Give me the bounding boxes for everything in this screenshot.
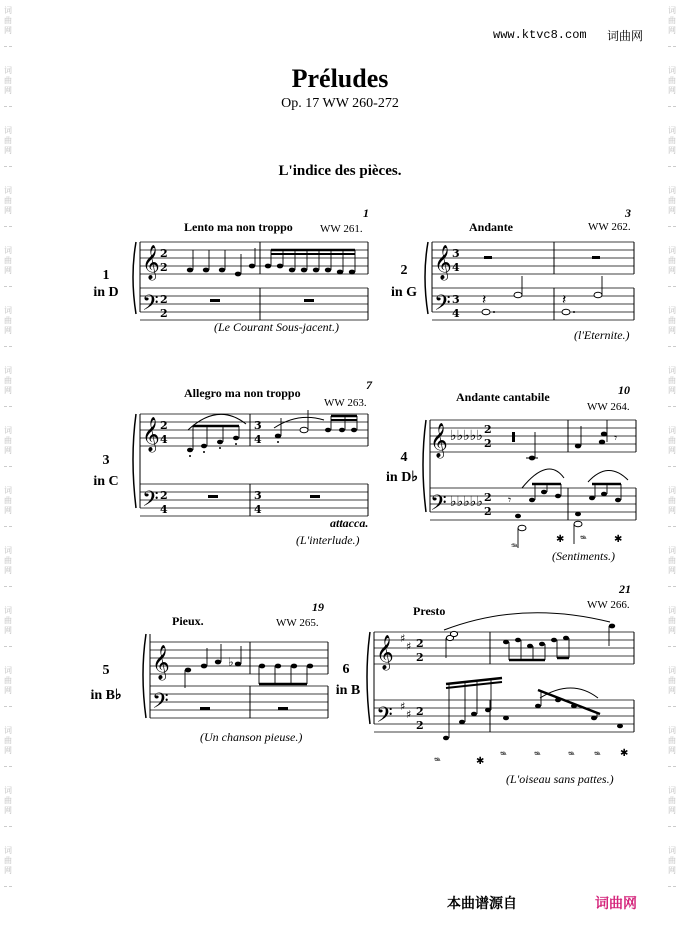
watermark-char: 词 xyxy=(668,66,676,75)
watermark-char: 网 xyxy=(668,806,676,815)
svg-text:𝄞: 𝄞 xyxy=(142,245,160,280)
watermark-char: 网 xyxy=(4,206,12,215)
svg-text:𝄞: 𝄞 xyxy=(430,423,448,458)
watermark-char: 网 xyxy=(668,686,676,695)
watermark-char: 词 xyxy=(4,426,12,435)
watermark-divider xyxy=(4,886,12,887)
watermark-group xyxy=(666,666,678,696)
right-watermark-strip xyxy=(666,0,678,941)
ww-number: WW 262. xyxy=(588,221,631,233)
piece-label-number: 1 xyxy=(102,268,110,283)
watermark-divider xyxy=(668,586,676,587)
watermark-char: 网 xyxy=(668,86,676,95)
piece-key: in G xyxy=(390,285,418,300)
watermark-char: 网 xyxy=(4,746,12,755)
score-excerpt xyxy=(138,630,334,726)
watermark-divider xyxy=(4,646,12,647)
watermark-char: 曲 xyxy=(4,256,12,265)
watermark-group xyxy=(2,846,14,876)
watermark-char: 词 xyxy=(4,486,12,495)
tempo-marking: Andante cantabile xyxy=(456,390,550,404)
watermark-char: 网 xyxy=(668,26,676,35)
svg-text:✱: ✱ xyxy=(476,756,485,767)
watermark-divider xyxy=(668,226,676,227)
svg-text:2: 2 xyxy=(416,705,424,718)
watermark-divider xyxy=(668,346,676,347)
svg-text:𝆮: 𝆮 xyxy=(580,534,587,545)
watermark-char: 曲 xyxy=(4,316,12,325)
watermark-divider xyxy=(668,826,676,827)
watermark-char: 曲 xyxy=(668,76,676,85)
watermark-char: 网 xyxy=(668,626,676,635)
piece-caption: (Un chanson pieuse.) xyxy=(200,730,303,744)
piece-number: 19 xyxy=(312,600,324,614)
watermark-char: 网 xyxy=(4,506,12,515)
piece-label-number: 3 xyxy=(102,453,110,468)
watermark-char: 词 xyxy=(668,786,676,795)
watermark-group xyxy=(666,846,678,876)
watermark-char: 词 xyxy=(668,726,676,735)
watermark-divider xyxy=(4,286,12,287)
tempo-marking: Andante xyxy=(469,220,514,234)
watermark-divider xyxy=(4,586,12,587)
tempo-marking: Pieux. xyxy=(172,614,204,628)
watermark-divider xyxy=(4,706,12,707)
watermark-group xyxy=(666,786,678,816)
svg-text:3: 3 xyxy=(452,247,460,260)
watermark-char: 词 xyxy=(668,366,676,375)
watermark-char: 网 xyxy=(668,266,676,275)
watermark-char: 曲 xyxy=(4,76,12,85)
piece-number: 7 xyxy=(366,378,372,392)
watermark-char: 曲 xyxy=(668,496,676,505)
watermark-char: 词 xyxy=(668,426,676,435)
watermark-char: 词 xyxy=(668,6,676,15)
watermark-group xyxy=(666,6,678,36)
ww-number: WW 265. xyxy=(276,617,319,629)
watermark-char: 网 xyxy=(4,86,12,95)
watermark-divider xyxy=(668,706,676,707)
piece-number: 10 xyxy=(618,383,630,397)
svg-text:𝄢: 𝄢 xyxy=(142,291,159,321)
svg-text:✱: ✱ xyxy=(620,748,629,759)
watermark-group xyxy=(2,486,14,516)
svg-text:2: 2 xyxy=(484,505,492,518)
watermark-char: 曲 xyxy=(668,436,676,445)
watermark-char: 网 xyxy=(668,146,676,155)
watermark-char: 曲 xyxy=(668,796,676,805)
watermark-char: 词 xyxy=(4,666,12,675)
watermark-char: 网 xyxy=(4,566,12,575)
watermark-char: 曲 xyxy=(4,616,12,625)
piece-number: 3 xyxy=(625,206,631,220)
watermark-char: 曲 xyxy=(668,316,676,325)
svg-text:𝄢: 𝄢 xyxy=(430,491,447,521)
ww-number: WW 263. xyxy=(324,397,367,409)
svg-text:✱: ✱ xyxy=(614,534,623,545)
svg-text:𝄢: 𝄢 xyxy=(142,487,159,517)
ww-number: WW 266. xyxy=(587,599,630,611)
watermark-group xyxy=(666,246,678,276)
watermark-char: 曲 xyxy=(4,436,12,445)
watermark-char: 网 xyxy=(668,866,676,875)
piece-caption: (Sentiments.) xyxy=(552,549,615,563)
watermark-group xyxy=(666,546,678,576)
score-excerpt xyxy=(128,236,378,320)
piece-key: in D xyxy=(93,285,119,300)
index-heading: L'indice des pièces. xyxy=(278,163,402,179)
svg-text:4: 4 xyxy=(160,433,168,446)
watermark-divider xyxy=(4,406,12,407)
watermark-char: 曲 xyxy=(668,556,676,565)
watermark-group xyxy=(2,786,14,816)
svg-text:𝄞: 𝄞 xyxy=(376,635,394,670)
watermark-char: 词 xyxy=(4,66,12,75)
svg-text:𝆮: 𝆮 xyxy=(594,750,601,761)
watermark-char: 网 xyxy=(4,386,12,395)
ww-number: WW 264. xyxy=(587,401,630,413)
watermark-char: 词 xyxy=(668,126,676,135)
piece-caption: (L'interlude.) xyxy=(296,533,360,547)
svg-text:♯: ♯ xyxy=(400,700,406,713)
watermark-divider xyxy=(668,466,676,467)
svg-text:𝄽: 𝄽 xyxy=(562,292,567,308)
score-excerpt xyxy=(128,406,378,516)
watermark-char: 曲 xyxy=(668,736,676,745)
watermark-char: 网 xyxy=(4,266,12,275)
svg-text:2: 2 xyxy=(160,307,168,320)
svg-text:♭: ♭ xyxy=(228,655,234,669)
svg-text:4: 4 xyxy=(254,433,262,446)
svg-text:3: 3 xyxy=(254,419,262,432)
svg-text:3: 3 xyxy=(452,293,460,306)
watermark-char: 曲 xyxy=(668,16,676,25)
svg-text:2: 2 xyxy=(160,247,168,260)
piece-caption: (Le Courant Sous-jacent.) xyxy=(214,320,339,334)
watermark-group xyxy=(2,186,14,216)
svg-text:♭♭♭♭♭: ♭♭♭♭♭ xyxy=(450,428,484,444)
svg-text:2: 2 xyxy=(484,437,492,450)
svg-text:2: 2 xyxy=(160,293,168,306)
watermark-char: 曲 xyxy=(4,556,12,565)
watermark-divider xyxy=(668,406,676,407)
watermark-char: 词 xyxy=(668,606,676,615)
watermark-divider xyxy=(668,46,676,47)
watermark-char: 词 xyxy=(668,846,676,855)
watermark-divider xyxy=(4,766,12,767)
watermark-char: 曲 xyxy=(668,196,676,205)
piece-key: in D♭ xyxy=(386,470,418,485)
svg-text:♭♭♭♭♭: ♭♭♭♭♭ xyxy=(450,494,484,510)
svg-text:𝄢: 𝄢 xyxy=(434,291,451,321)
svg-text:♯: ♯ xyxy=(400,632,406,645)
watermark-group xyxy=(2,366,14,396)
tempo-marking: Presto xyxy=(413,604,446,618)
watermark-group xyxy=(2,606,14,636)
watermark-char: 网 xyxy=(668,206,676,215)
watermark-char: 曲 xyxy=(4,856,12,865)
score-excerpt xyxy=(362,618,640,768)
watermark-char: 网 xyxy=(4,146,12,155)
watermark-char: 曲 xyxy=(668,256,676,265)
svg-text:𝆮: 𝆮 xyxy=(434,756,441,767)
watermark-group xyxy=(2,126,14,156)
header-site-name[interactable]: 词曲网 xyxy=(607,29,644,43)
watermark-char: 词 xyxy=(4,846,12,855)
watermark-group xyxy=(666,126,678,156)
tempo-marking: Allegro ma non troppo xyxy=(184,386,301,400)
svg-text:4: 4 xyxy=(452,307,460,320)
svg-text:3: 3 xyxy=(254,489,262,502)
watermark-char: 曲 xyxy=(4,136,12,145)
watermark-group xyxy=(2,726,14,756)
watermark-char: 词 xyxy=(668,246,676,255)
svg-text:2: 2 xyxy=(160,261,168,274)
watermark-group xyxy=(2,666,14,696)
watermark-char: 网 xyxy=(668,326,676,335)
watermark-char: 词 xyxy=(668,546,676,555)
watermark-divider xyxy=(4,826,12,827)
watermark-char: 词 xyxy=(4,786,12,795)
svg-text:𝆮: 𝆮 xyxy=(510,542,517,553)
svg-text:✱: ✱ xyxy=(556,534,565,545)
watermark-group xyxy=(666,486,678,516)
watermark-divider xyxy=(4,346,12,347)
watermark-char: 网 xyxy=(668,746,676,755)
watermark-char: 词 xyxy=(4,186,12,195)
svg-text:𝄞: 𝄞 xyxy=(434,245,452,280)
watermark-char: 词 xyxy=(668,486,676,495)
piece-caption: (l'Eternite.) xyxy=(574,328,630,342)
piece-caption: (L'oiseau sans pattes.) xyxy=(506,772,614,786)
piece-label-number: 5 xyxy=(102,663,110,678)
svg-text:𝆮: 𝆮 xyxy=(500,750,507,761)
svg-text:4: 4 xyxy=(160,503,168,516)
watermark-group xyxy=(666,366,678,396)
svg-text:2: 2 xyxy=(416,719,424,732)
watermark-group xyxy=(666,606,678,636)
svg-text:4: 4 xyxy=(452,261,460,274)
watermark-char: 词 xyxy=(4,126,12,135)
watermark-char: 词 xyxy=(4,366,12,375)
watermark-group xyxy=(666,726,678,756)
watermark-char: 词 xyxy=(4,726,12,735)
svg-text:𝄽: 𝄽 xyxy=(482,292,487,308)
svg-text:𝄢: 𝄢 xyxy=(376,703,393,733)
watermark-group xyxy=(2,546,14,576)
watermark-group xyxy=(2,246,14,276)
watermark-char: 词 xyxy=(668,306,676,315)
watermark-char: 网 xyxy=(668,386,676,395)
svg-text:2: 2 xyxy=(484,491,492,504)
svg-text:2: 2 xyxy=(160,419,168,432)
watermark-char: 词 xyxy=(668,666,676,675)
watermark-divider xyxy=(668,286,676,287)
svg-text:2: 2 xyxy=(416,637,424,650)
watermark-group xyxy=(666,306,678,336)
watermark-group xyxy=(2,426,14,456)
svg-text:𝄾: 𝄾 xyxy=(614,431,618,445)
watermark-group xyxy=(666,426,678,456)
watermark-group xyxy=(666,186,678,216)
watermark-char: 曲 xyxy=(668,676,676,685)
watermark-char: 网 xyxy=(4,26,12,35)
watermark-char: 曲 xyxy=(4,496,12,505)
watermark-char: 词 xyxy=(4,6,12,15)
ww-number: WW 261. xyxy=(320,223,363,235)
watermark-char: 曲 xyxy=(4,196,12,205)
watermark-char: 曲 xyxy=(4,676,12,685)
header-url[interactable]: www.ktvc8.com xyxy=(493,28,587,42)
watermark-group xyxy=(2,306,14,336)
watermark-divider xyxy=(668,766,676,767)
watermark-char: 网 xyxy=(4,326,12,335)
piece-label-number: 6 xyxy=(342,662,350,677)
piece-key: in B xyxy=(335,683,361,698)
piece-label-number: 4 xyxy=(400,450,408,465)
piece-number: 1 xyxy=(363,206,369,220)
watermark-char: 曲 xyxy=(668,616,676,625)
watermark-char: 词 xyxy=(668,186,676,195)
svg-text:𝄾: 𝄾 xyxy=(508,493,512,507)
watermark-char: 网 xyxy=(4,626,12,635)
watermark-char: 词 xyxy=(4,246,12,255)
watermark-char: 词 xyxy=(4,546,12,555)
watermark-divider xyxy=(668,886,676,887)
page-title: Préludes xyxy=(291,64,389,93)
piece-label-number: 2 xyxy=(400,263,408,278)
svg-text:♯: ♯ xyxy=(406,708,412,721)
page-subtitle: Op. 17 WW 260-272 xyxy=(281,96,399,111)
score-excerpt xyxy=(420,236,640,320)
watermark-char: 网 xyxy=(668,446,676,455)
watermark-divider xyxy=(668,646,676,647)
svg-text:𝆮: 𝆮 xyxy=(534,750,541,761)
piece-number: 21 xyxy=(619,582,631,596)
watermark-char: 词 xyxy=(4,606,12,615)
watermark-divider xyxy=(4,226,12,227)
svg-text:𝆮: 𝆮 xyxy=(568,750,575,761)
watermark-char: 曲 xyxy=(668,376,676,385)
watermark-group xyxy=(2,6,14,36)
svg-text:𝄞: 𝄞 xyxy=(142,417,160,452)
attacca-marking: attacca. xyxy=(330,516,369,530)
watermark-divider xyxy=(4,526,12,527)
watermark-char: 网 xyxy=(4,446,12,455)
watermark-char: 网 xyxy=(668,506,676,515)
svg-text:2: 2 xyxy=(484,423,492,436)
watermark-divider xyxy=(4,466,12,467)
watermark-char: 词 xyxy=(4,306,12,315)
watermark-char: 网 xyxy=(4,866,12,875)
watermark-char: 曲 xyxy=(668,856,676,865)
score-excerpt xyxy=(418,412,640,552)
watermark-char: 曲 xyxy=(4,796,12,805)
svg-text:♯: ♯ xyxy=(406,640,412,653)
watermark-char: 曲 xyxy=(668,136,676,145)
watermark-char: 网 xyxy=(4,686,12,695)
svg-text:2: 2 xyxy=(160,489,168,502)
svg-text:2: 2 xyxy=(416,651,424,664)
footer-source-text: 本曲谱源自 xyxy=(447,896,517,912)
svg-text:𝄞: 𝄞 xyxy=(152,645,170,680)
watermark-divider xyxy=(4,46,12,47)
watermark-char: 曲 xyxy=(4,376,12,385)
svg-text:𝄢: 𝄢 xyxy=(152,689,169,719)
left-watermark-strip xyxy=(2,0,14,941)
watermark-divider xyxy=(668,526,676,527)
tempo-marking: Lento ma non troppo xyxy=(184,220,293,234)
piece-key: in B♭ xyxy=(90,688,122,703)
watermark-char: 网 xyxy=(668,566,676,575)
watermark-char: 曲 xyxy=(4,736,12,745)
watermark-char: 曲 xyxy=(4,16,12,25)
footer-brand[interactable]: 词曲网 xyxy=(595,896,637,912)
watermark-char: 网 xyxy=(4,806,12,815)
svg-text:4: 4 xyxy=(254,503,262,516)
piece-key: in C xyxy=(93,474,119,489)
